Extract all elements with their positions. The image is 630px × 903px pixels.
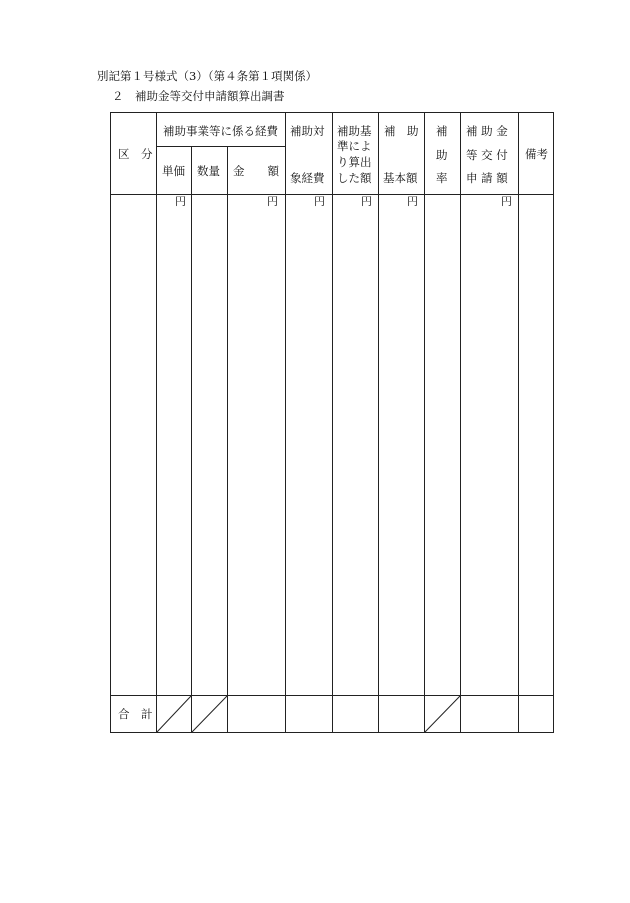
form-reference: 別記第１号様式（3）（第４条第１項関係） <box>97 69 318 83</box>
header-remarks: 備考 <box>525 147 548 161</box>
header-standard-4: した額 <box>337 171 372 185</box>
header-basic-1: 補 助 <box>384 124 419 138</box>
header-rate-3: 率 <box>436 171 448 185</box>
header-amount: 金 額 <box>233 164 279 178</box>
yen-amount: 円 <box>267 195 278 208</box>
yen-target-cost: 円 <box>314 195 325 208</box>
header-rate-2: 助 <box>436 148 448 162</box>
header-unit-price: 単価 <box>162 164 185 178</box>
diagonal-quantity <box>192 696 227 732</box>
header-rate-1: 補 <box>436 124 448 138</box>
diagonal-rate <box>425 696 460 732</box>
header-request-1: 補 助 金 <box>466 124 508 138</box>
header-standard-1: 補助基 <box>337 124 372 138</box>
header-request-3: 申 請 額 <box>466 171 508 185</box>
document-heading: ２ 補助金等交付申請額算出調書 <box>112 89 285 103</box>
yen-unit-price: 円 <box>175 195 186 208</box>
diagonal-unit-price <box>157 696 191 732</box>
header-kubun: 区 分 <box>118 147 153 161</box>
header-request-2: 等 交 付 <box>466 148 508 162</box>
header-target-cost-1: 補助対 <box>290 124 325 138</box>
header-cost-group: 補助事業等に係る経費 <box>163 124 278 138</box>
header-quantity: 数量 <box>197 164 220 178</box>
header-basic-2: 基本額 <box>383 171 418 185</box>
yen-standard: 円 <box>361 195 372 208</box>
header-standard-2: 準によ <box>337 139 372 153</box>
total-label: 合 計 <box>118 707 153 721</box>
header-standard-3: り算出 <box>337 155 372 169</box>
header-target-cost-2: 象経費 <box>290 171 325 185</box>
yen-request: 円 <box>501 195 512 208</box>
yen-basic: 円 <box>407 195 418 208</box>
